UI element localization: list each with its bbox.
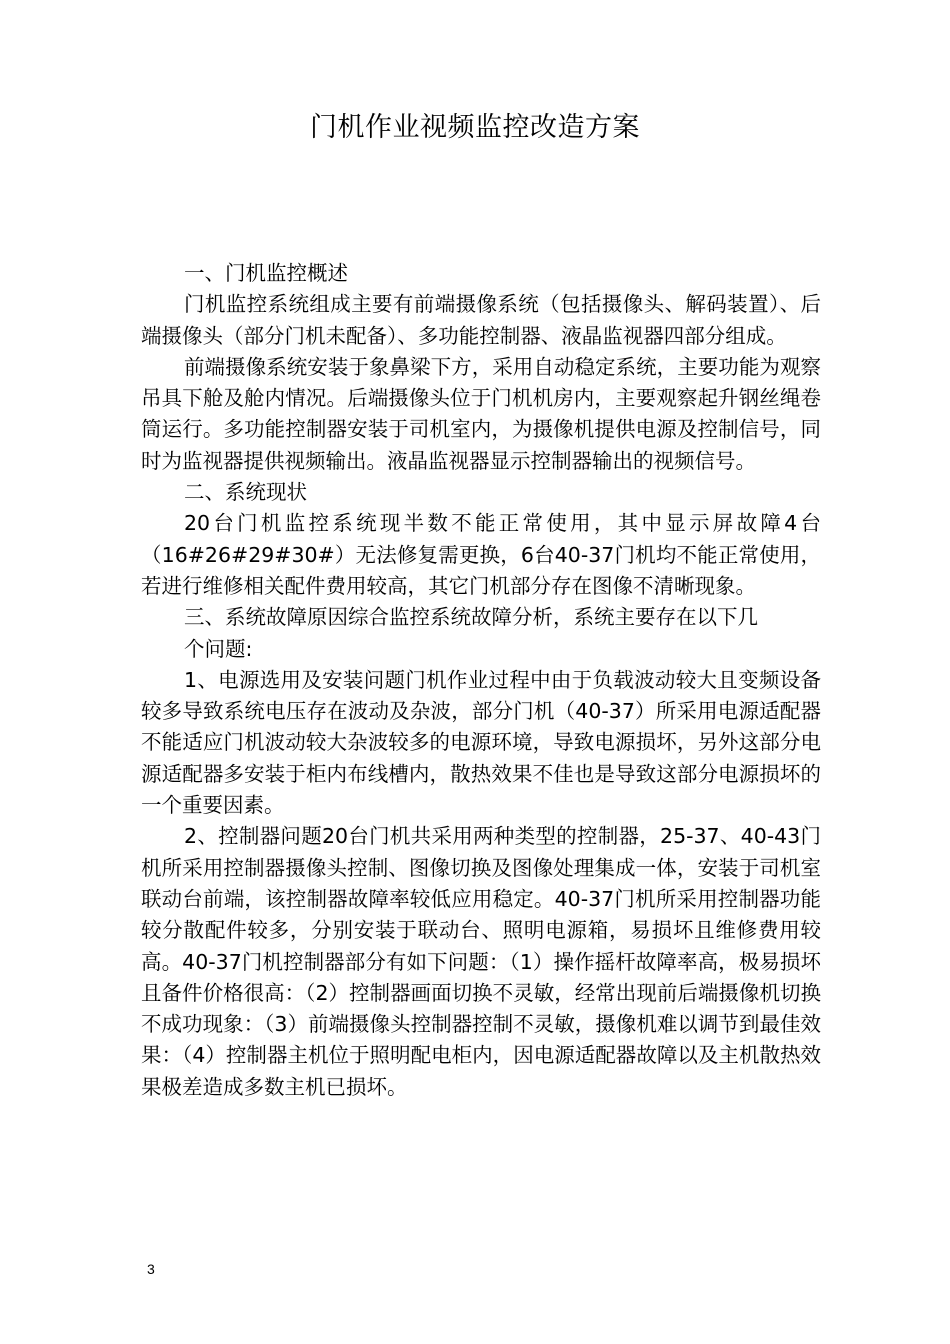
- section-heading-fault-analysis-continued: 个问题:: [184, 636, 253, 661]
- section-heading-overview: 一、门机监控概述: [184, 261, 348, 285]
- paragraph-system-status: 20台门机监控系统现半数不能正常使用，其中显示屏故障4台（16#26#29#30#）无法修复需更换，6台40-37门机均不能正常使用，若进行维修相关配件费用较高，其它门机部分存在图像不清晰现象。: [141, 511, 821, 598]
- document-body: [141, 258, 821, 1103]
- section-heading-status: 二、系统现状: [184, 480, 307, 505]
- paragraph-system-composition: 门机监控系统组成主要有前端摄像系统（包括摄像头、解码装置）、后端摄像头（部分门机未配备）、多功能控制器、液晶监视器四部分组成。: [141, 292, 821, 348]
- section-heading-fault-analysis: 三、系统故障原因综合监控系统故障分析，系统主要存在以下几: [184, 605, 758, 630]
- document-title: 门机作业视频监控改造方案: [310, 112, 640, 143]
- paragraph-system-description: 前端摄像系统安装于象鼻梁下方，采用自动稳定系统，主要功能为观察吊具下舱及舱内情况。后端摄像头位于门机机房内，主要观察起升钢丝绳卷筒运行。多功能控制器安装于司机室内，为摄像机提供电源及控制信号，同时为监视器提供视频输出。液晶监视器显示控制器输出的视频信号。: [141, 354, 821, 473]
- paragraph-controller-issue: 2、控制器问题20台门机共采用两种类型的控制器，25-37、40-43门机所采用控制器摄像头控制、图像切换及图像处理集成一体，安装于司机室联动台前端，该控制器故障率较低应用稳定。40-37门机所采用控制器功能较分散配件较多，分别安装于联动台、照明电源箱，易损坏且维修费用较高。40-37门机控制器部分有如下问题：（1）操作摇杆故障率高，极易损坏且备件价格很高：（2）控制器画面切换不灵敏，经常出现前后端摄像机切换不成功现象：（3）前端摄像头控制器控制不灵敏，摄像机难以调节到最佳效果：（4）控制器主机位于照明配电柜内，因电源适配器故障以及主机散热效果极差造成多数主机已损坏。: [141, 824, 821, 1099]
- page-number: 3: [147, 1261, 155, 1277]
- paragraph-power-issue: 1、电源选用及安装问题门机作业过程中由于负载波动较大且变频设备较多导致系统电压存在波动及杂波，部分门机（40-37）所采用电源适配器不能适应门机波动较大杂波较多的电源环境，导致电源损坏，另外这部分电源适配器多安装于柜内布线槽内，散热效果不佳也是导致这部分电源损坏的一个重要因素。: [141, 667, 821, 818]
